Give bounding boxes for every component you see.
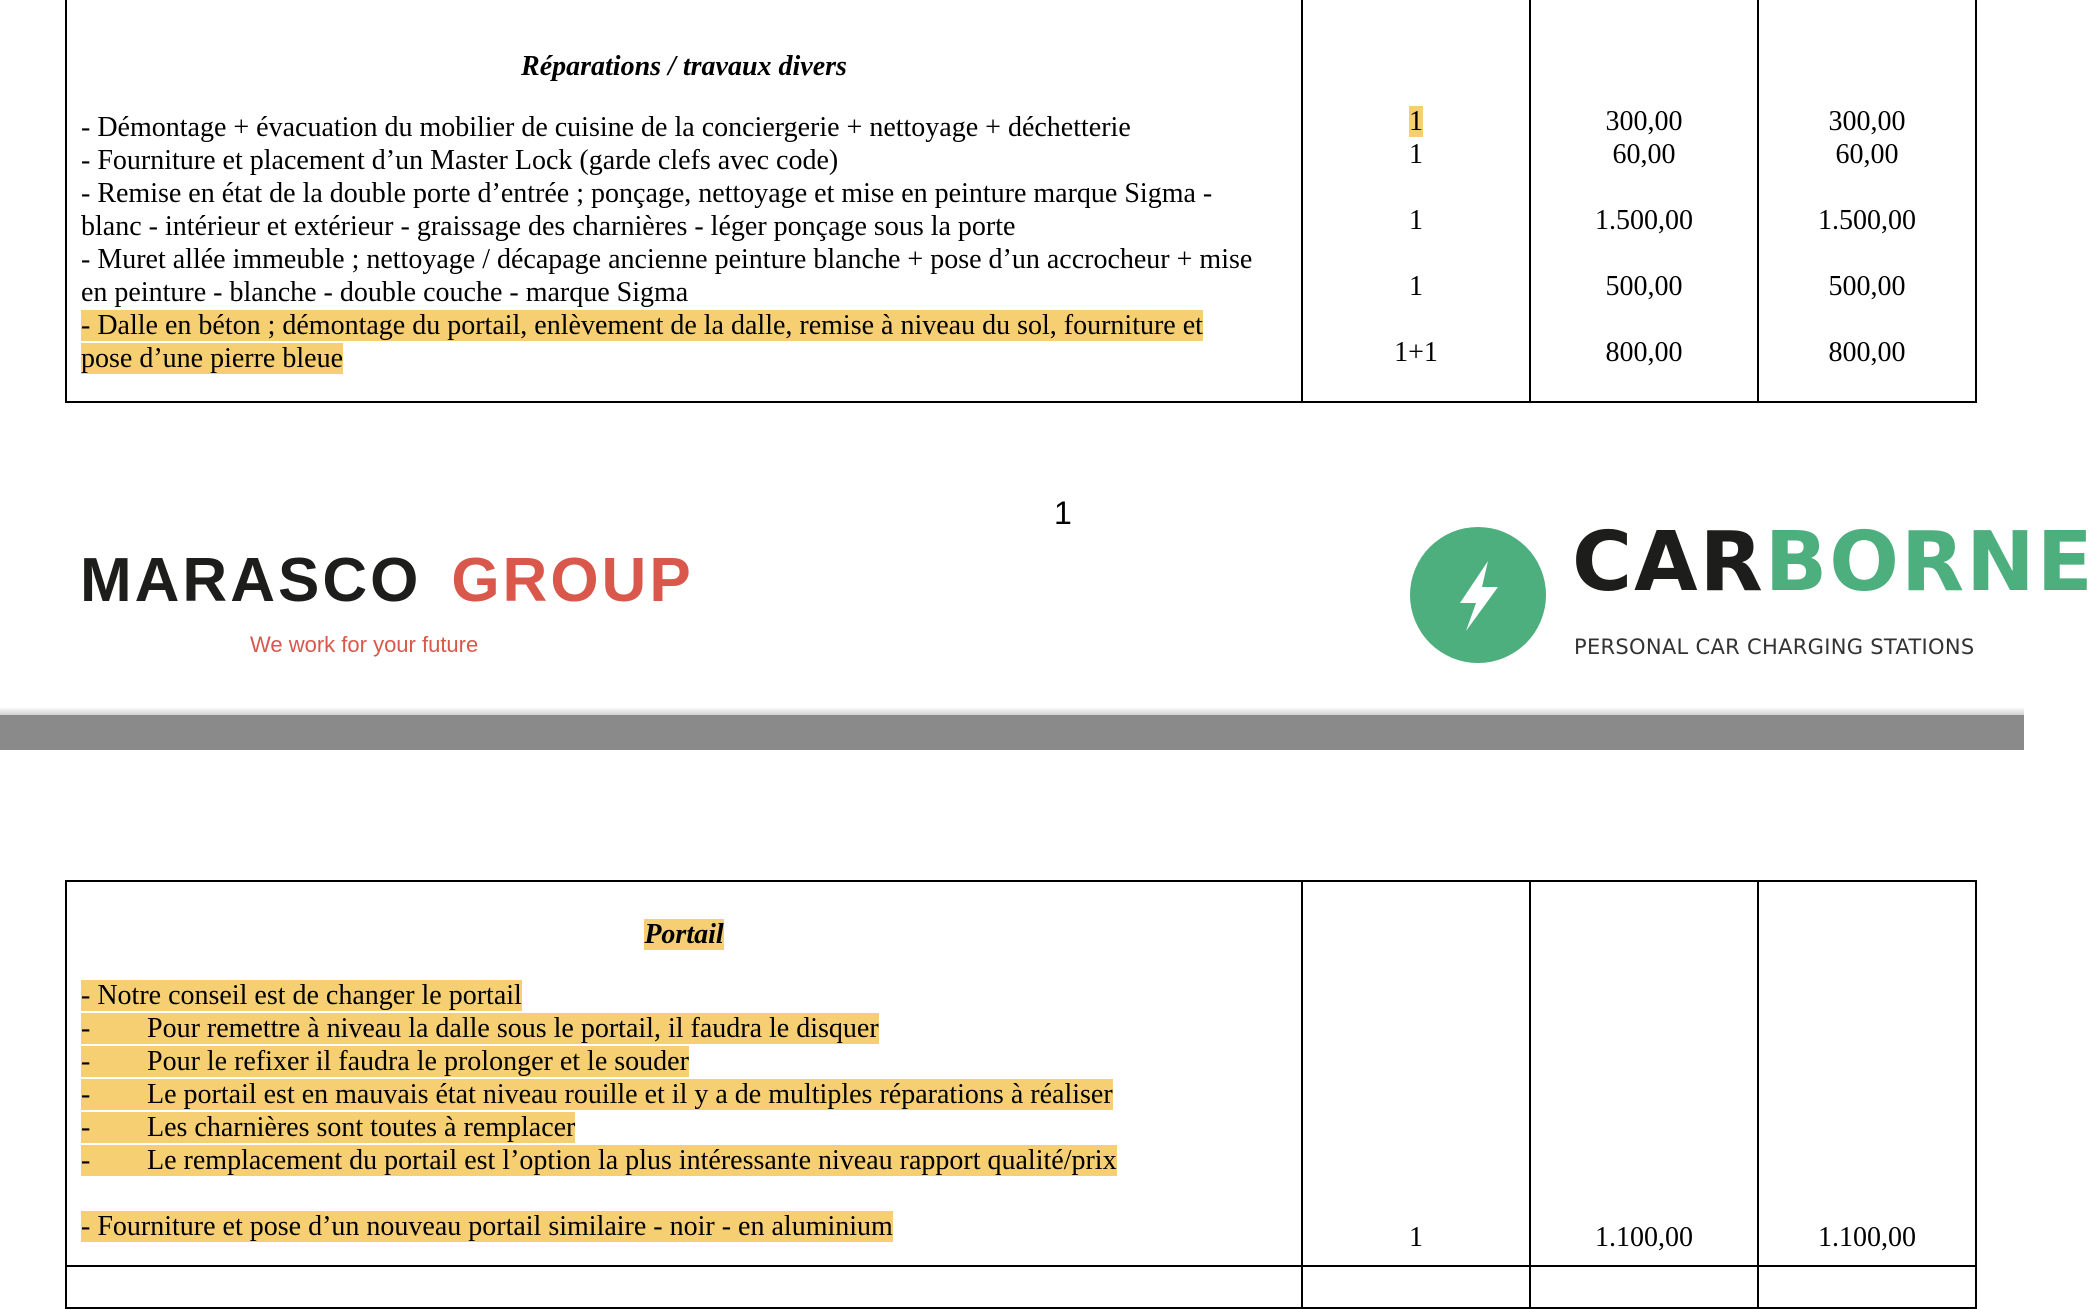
item-line: - Dalle en béton ; démontage du portail, enlèvement de la dalle, remise à niveau du sol, fourniture et [81, 310, 1203, 341]
quantity-cell [1302, 881, 1530, 1266]
total-value: 60,00 [1835, 139, 1899, 170]
logo-word: GROUP [451, 546, 694, 615]
section-title: Portail [644, 919, 724, 950]
total-value: 800,00 [1828, 337, 1906, 368]
item-line: - Démontage + évacuation du mobilier de cuisine de la conciergerie + nettoyage + déchetterie [81, 112, 1131, 143]
item-line: - Remise en état de la double porte d’entrée ; ponçage, nettoyage et mise en peinture marque Sigma - [81, 178, 1213, 209]
page-shadow [0, 707, 2024, 715]
marasco-group-logo [80, 545, 694, 658]
item-line: blanc - intérieur et extérieur - graissage des charnières - léger ponçage sous la porte [81, 211, 1016, 242]
logo-word: CAR [1572, 515, 1765, 610]
unit-price-cell [1530, 1266, 1758, 1308]
page-separator [0, 715, 2024, 750]
quantity-cell [1302, 0, 1530, 402]
description-cell [66, 0, 1302, 402]
unit-price-value: 1.500,00 [1595, 205, 1693, 236]
list-item: - Le portail est en mauvais état niveau rouille et il y a de multiples réparations à réaliser [81, 1079, 1113, 1110]
table-row [66, 0, 1976, 402]
item-line: en peinture - blanche - double couche - marque Sigma [81, 277, 689, 308]
unit-price-value: 500,00 [1605, 271, 1683, 302]
item-line: - Muret allée immeuble ; nettoyage / décapage ancienne peinture blanche + pose d’un accrocheur + mise [81, 244, 1253, 275]
item-line: pose d’une pierre bleue [81, 343, 343, 374]
logo-tagline: We work for your future [250, 632, 479, 657]
unit-price-value: 1.100,00 [1595, 1222, 1693, 1253]
list-item: - Pour remettre à niveau la dalle sous le portail, il faudra le disquer [81, 1013, 879, 1044]
section-title: Réparations / travaux divers [521, 51, 847, 82]
description-cell [66, 1266, 1302, 1308]
carborne-logo [1410, 515, 2095, 675]
unit-price-value: 300,00 [1605, 106, 1683, 137]
unit-price-cell [1530, 0, 1758, 402]
quote-table-gate [65, 880, 1977, 1309]
item-line: - Notre conseil est de changer le portail [81, 980, 522, 1011]
total-value: 300,00 [1828, 106, 1906, 137]
total-value: 1.500,00 [1818, 205, 1916, 236]
logo-word: MARASCO [80, 546, 422, 615]
description-cell [66, 881, 1302, 1266]
quantity-value: 1+1 [1394, 337, 1438, 368]
unit-price-value: 800,00 [1605, 337, 1683, 368]
item-line: - Fourniture et pose d’un nouveau portail similaire - noir - en aluminium [81, 1211, 893, 1242]
page-number: 1 [1054, 495, 1072, 531]
quantity-value: 1 [1409, 271, 1423, 302]
quantity-cell [1302, 1266, 1530, 1308]
total-cell [1758, 881, 1976, 1266]
table-row [66, 881, 1976, 1266]
page-2 [0, 750, 2024, 1300]
total-value: 500,00 [1828, 271, 1906, 302]
table-row [66, 1266, 1976, 1308]
quote-table-repairs [65, 0, 1977, 403]
quantity-value: 1 [1409, 106, 1423, 137]
lightning-bolt-icon [1410, 527, 1546, 663]
quantity-value: 1 [1409, 1222, 1423, 1253]
unit-price-cell [1530, 881, 1758, 1266]
list-item: - Le remplacement du portail est l’option la plus intéressante niveau rapport qualité/prix [81, 1145, 1117, 1176]
list-item: - Pour le refixer il faudra le prolonger et le souder [81, 1046, 689, 1077]
item-line: - Fourniture et placement d’un Master Lock (garde clefs avec code) [81, 145, 839, 176]
total-cell [1758, 1266, 1976, 1308]
quantity-value: 1 [1409, 139, 1423, 170]
total-cell [1758, 0, 1976, 402]
quantity-value: 1 [1409, 205, 1423, 236]
list-item: - Les charnières sont toutes à remplacer [81, 1112, 576, 1143]
logo-word: BORNE [1764, 515, 2095, 610]
total-value: 1.100,00 [1818, 1222, 1916, 1253]
logo-tagline: PERSONAL CAR CHARGING STATIONS [1574, 635, 1975, 659]
unit-price-value: 60,00 [1612, 139, 1676, 170]
